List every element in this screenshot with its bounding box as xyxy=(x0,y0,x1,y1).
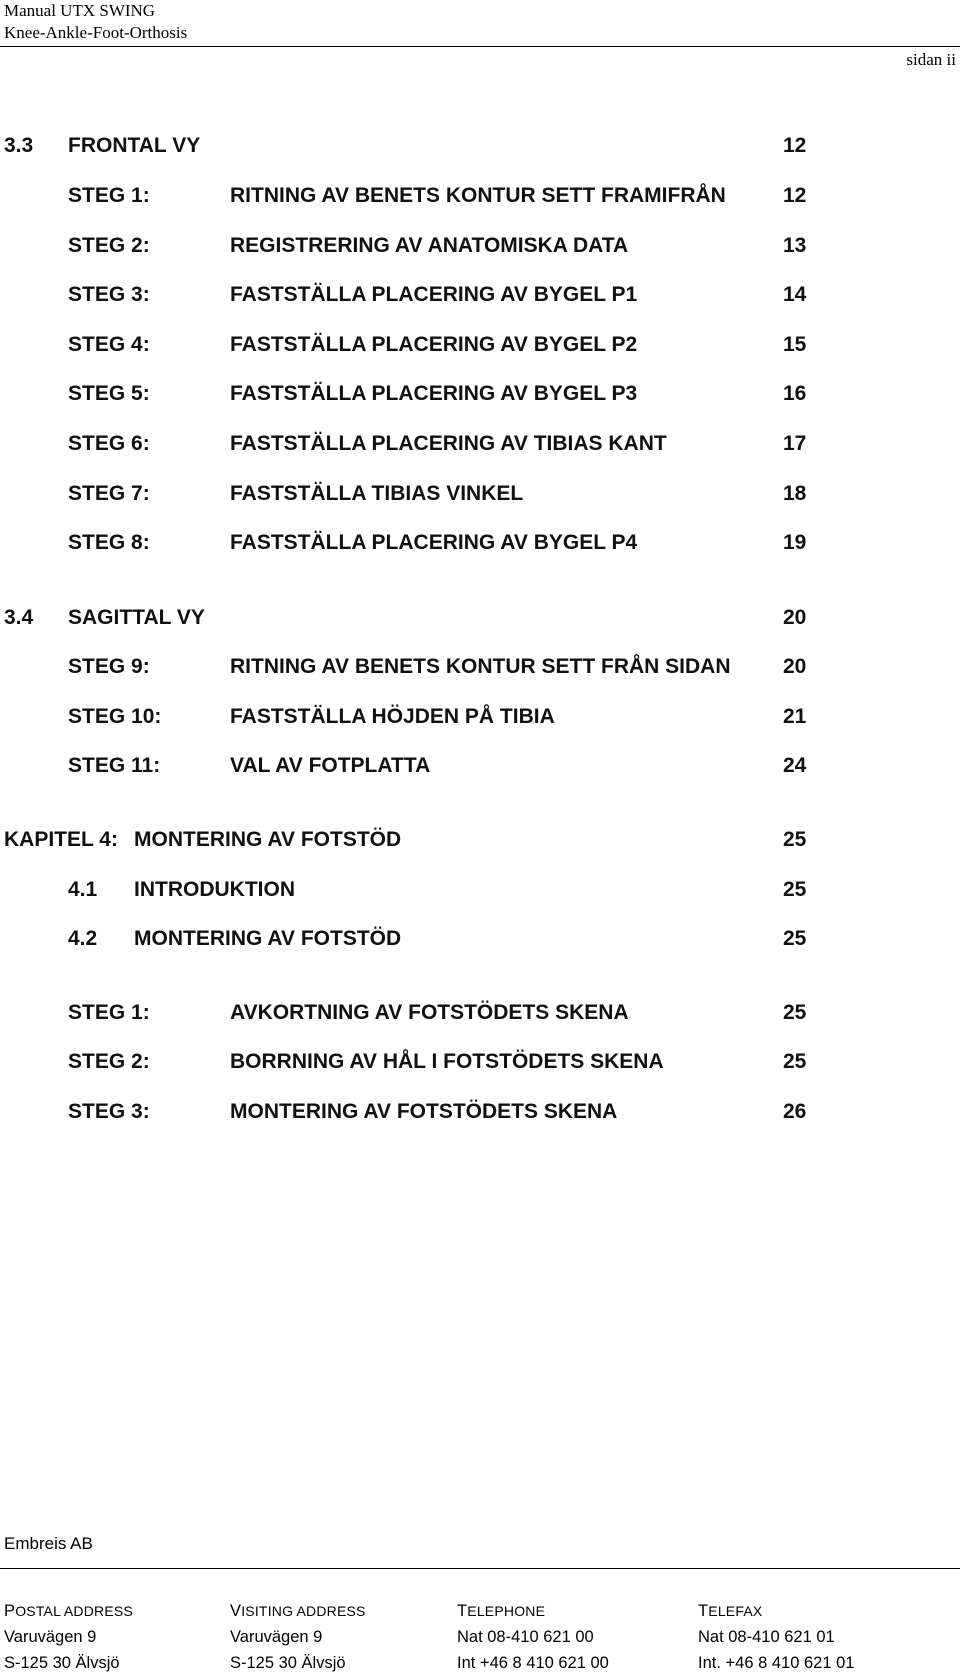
footer-telefax xyxy=(698,1598,854,1676)
toc-entry-page: 16 xyxy=(783,382,807,405)
toc-entry-number: STEG 8: xyxy=(68,531,150,554)
toc-entry-page: 19 xyxy=(783,531,807,554)
toc-entry-page: 20 xyxy=(783,606,807,629)
toc-entry-title: FASTSTÄLLA PLACERING AV BYGEL P3 xyxy=(230,382,638,405)
footer-line: S-125 30 Älvsjö xyxy=(4,1654,120,1672)
toc-entry-title: FASTSTÄLLA PLACERING AV BYGEL P2 xyxy=(230,333,638,356)
toc-entry-page: 24 xyxy=(783,754,807,777)
toc-entry-title: MONTERING AV FOTSTÖDETS SKENA xyxy=(230,1100,618,1123)
toc-entry-number: 4.1 xyxy=(68,878,98,901)
toc-entry-title: RITNING AV BENETS KONTUR SETT FRÅN SIDAN xyxy=(230,655,731,678)
toc-entry-number: 4.2 xyxy=(68,927,98,950)
toc-entry-title: FASTSTÄLLA PLACERING AV BYGEL P4 xyxy=(230,531,638,554)
toc-entry-title: VAL AV FOTPLATTA xyxy=(230,754,431,777)
toc-entry-page: 20 xyxy=(783,655,807,678)
toc-entry-number: KAPITEL 4: xyxy=(4,828,118,851)
footer-telephone xyxy=(457,1598,609,1676)
toc-entry-number: 3.3 xyxy=(4,134,34,157)
footer-line: Nat 08-410 621 01 xyxy=(698,1628,835,1646)
footer-line: S-125 30 Älvsjö xyxy=(230,1654,346,1672)
toc-entry-page: 15 xyxy=(783,333,807,356)
toc-entry-page: 25 xyxy=(783,1050,807,1073)
toc-entry-number: STEG 4: xyxy=(68,333,150,356)
toc-entry-number: STEG 3: xyxy=(68,283,150,306)
toc-entry-page: 18 xyxy=(783,482,807,505)
toc-entry-page: 17 xyxy=(783,432,807,455)
toc-entry-title: FASTSTÄLLA PLACERING AV TIBIAS KANT xyxy=(230,432,667,455)
toc-entry-title: FRONTAL VY xyxy=(68,134,201,157)
toc-entry-title: BORRNING AV HÅL I FOTSTÖDETS SKENA xyxy=(230,1050,664,1073)
toc-entry-number: STEG 1: xyxy=(68,1001,150,1024)
toc-entry-title: AVKORTNING AV FOTSTÖDETS SKENA xyxy=(230,1001,629,1024)
toc-entry-page: 26 xyxy=(783,1100,807,1123)
footer-line: Varuvägen 9 xyxy=(230,1628,323,1646)
toc-entry-page: 12 xyxy=(783,134,807,157)
toc-entry-title: SAGITTAL VY xyxy=(68,606,205,629)
toc-entry-number: STEG 9: xyxy=(68,655,150,678)
toc-entry-number: STEG 7: xyxy=(68,482,150,505)
document-subtitle: Knee-Ankle-Foot-Orthosis xyxy=(4,23,188,42)
toc-entry-title: MONTERING AV FOTSTÖD xyxy=(134,828,402,851)
page-number: sidan ii xyxy=(906,50,956,69)
document-header xyxy=(4,0,187,44)
document-title: Manual UTX SWING xyxy=(4,1,156,20)
toc-entry-page: 25 xyxy=(783,828,807,851)
footer-divider xyxy=(0,1568,960,1569)
footer-line: Nat 08-410 621 00 xyxy=(457,1628,594,1646)
toc-entry-page: 21 xyxy=(783,705,807,728)
toc-entry-title: FASTSTÄLLA TIBIAS VINKEL xyxy=(230,482,524,505)
toc-entry-number: STEG 1: xyxy=(68,184,150,207)
footer-visiting-address xyxy=(230,1598,366,1676)
toc-entry-page: 12 xyxy=(783,184,807,207)
toc-entry-page: 13 xyxy=(783,234,807,257)
toc-entry-number: STEG 5: xyxy=(68,382,150,405)
footer-heading: POSTAL ADDRESS xyxy=(4,1602,133,1620)
toc-entry-title: FASTSTÄLLA HÖJDEN PÅ TIBIA xyxy=(230,705,555,728)
toc-entry-number: STEG 2: xyxy=(68,234,150,257)
toc-entry-page: 25 xyxy=(783,1001,807,1024)
footer-heading: TELEFAX xyxy=(698,1602,763,1620)
footer-line: Int +46 8 410 621 00 xyxy=(457,1654,609,1672)
footer-heading: TELEPHONE xyxy=(457,1602,546,1620)
toc-entry-page: 25 xyxy=(783,927,807,950)
toc-entry-title: MONTERING AV FOTSTÖD xyxy=(134,927,402,950)
footer-postal-address xyxy=(4,1598,133,1676)
toc-entry-number: STEG 6: xyxy=(68,432,150,455)
toc-entry-page: 25 xyxy=(783,878,807,901)
toc-entry-number: STEG 3: xyxy=(68,1100,150,1123)
footer-line: Varuvägen 9 xyxy=(4,1628,97,1646)
toc-entry-number: STEG 11: xyxy=(68,754,161,777)
toc-entry-number: 3.4 xyxy=(4,606,34,629)
toc-entry-title: RITNING AV BENETS KONTUR SETT FRAMIFRÅN xyxy=(230,184,726,207)
header-divider xyxy=(0,46,960,47)
footer-line: Int. +46 8 410 621 01 xyxy=(698,1654,855,1672)
toc-entry-title: INTRODUKTION xyxy=(134,878,295,901)
toc-entry-number: STEG 2: xyxy=(68,1050,150,1073)
company-name: Embreis AB xyxy=(4,1534,93,1553)
toc-entry-title: REGISTRERING AV ANATOMISKA DATA xyxy=(230,234,629,257)
toc-entry-title: FASTSTÄLLA PLACERING AV BYGEL P1 xyxy=(230,283,638,306)
footer-heading: VISITING ADDRESS xyxy=(230,1602,366,1620)
toc-entry-page: 14 xyxy=(783,283,807,306)
toc-entry-number: STEG 10: xyxy=(68,705,162,728)
